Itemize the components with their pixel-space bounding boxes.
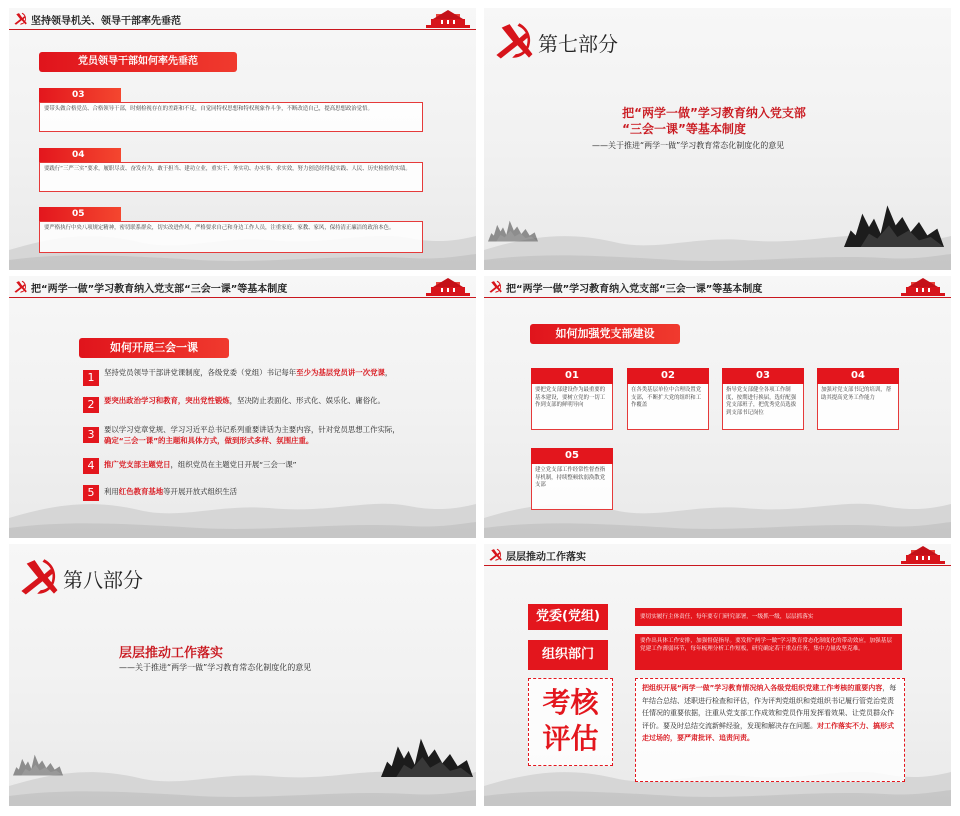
section-title: 第八部分 xyxy=(63,568,143,592)
tiananmen-icon xyxy=(426,8,470,28)
card-number: 01 xyxy=(531,368,613,384)
party-emblem-icon xyxy=(492,18,536,62)
slide-thumbnail-1[interactable] xyxy=(9,8,476,270)
list-item: 推广党支部主题党日，组织党员在主题党日开展“三会一课” xyxy=(104,460,297,469)
slide-heading-line1: 把“两学一做”学习教育纳入党支部 xyxy=(622,106,806,120)
role-label: 组织部门 xyxy=(528,640,608,670)
card xyxy=(722,368,804,430)
card-text: 指导党支部健全各项工作制度，按期进行换届，选好配强党支部班子，把优秀党员选拔到支部书记岗位 xyxy=(722,384,804,430)
card-number: 05 xyxy=(531,448,613,464)
section-pill: 如何加强党支部建设 xyxy=(530,324,680,344)
item-number: 1 xyxy=(83,370,99,386)
role-text: 要切实履行主体责任，每年要专门研究部署，一级抓一级，层层抓落实 xyxy=(635,608,902,626)
list-item: 坚持党员领导干部讲党课制度，各级党委（党组）书记每年至少为基层党员讲一次党课， xyxy=(104,368,393,377)
tiananmen-icon xyxy=(901,276,945,296)
section-pill: 如何开展三会一课 xyxy=(79,338,229,358)
card-text: 在各类基层单位中合理设置党支部，不断扩大党的组织和工作覆盖 xyxy=(627,384,709,430)
card-text: 加强对党支部书记的培训，帮助其提高党务工作能力 xyxy=(817,384,899,430)
card-number: 02 xyxy=(627,368,709,384)
item-number: 3 xyxy=(83,427,99,443)
item-number: 5 xyxy=(83,485,99,501)
item-number: 4 xyxy=(83,458,99,474)
party-emblem-icon xyxy=(488,547,503,562)
slide-thumbnail-4[interactable] xyxy=(484,276,951,538)
tiananmen-icon xyxy=(426,276,470,296)
slide-title: 层层推动工作落实 xyxy=(506,552,586,563)
card-number: 04 xyxy=(817,368,899,384)
card xyxy=(817,368,899,430)
slide-header xyxy=(484,544,951,566)
party-emblem-icon xyxy=(13,11,28,26)
card-text: 要把党支部建设作为最重要的基本建设，要树立党的一切工作到支部的鲜明导向 xyxy=(531,384,613,430)
party-emblem-icon xyxy=(488,279,503,294)
party-emblem-icon xyxy=(13,279,28,294)
item-text: 要带头做合格党员、合格领导干部，时刻检视存在的差距和不足，自觉同特权思想和特权现象作斗争，不断改造自己，提高思想政治觉悟。 xyxy=(39,102,423,132)
ink-mountains-faint xyxy=(13,748,63,778)
slide-header xyxy=(9,8,476,30)
slide-thumbnail-2[interactable] xyxy=(484,8,951,270)
card xyxy=(627,368,709,430)
item-number: 2 xyxy=(83,397,99,413)
list-item: 要以学习党章党规、学习习近平总书记系列重要讲话为主要内容，针对党员思想工作实际，确定“三会一课”的主题和具体方式，做到形式多样、氛围庄重。 xyxy=(104,425,400,445)
slide-heading: 层层推动工作落实 xyxy=(119,646,224,661)
role-text: 要作出具体工作安排，加强督促指导。要发挥“两学一做”学习教育常态化制度化的带动效应，加强基层党建工作薄弱环节，每年梳理分析工作短板，研究确定若干重点任务，集中力量攻坚克难。 xyxy=(635,634,902,670)
item-number: 03 xyxy=(39,88,121,102)
item-number: 04 xyxy=(39,148,121,162)
slide-title: 把“两学一做”学习教育纳入党支部“三会一课”等基本制度 xyxy=(31,284,288,295)
card xyxy=(531,448,613,510)
list-item: 利用红色教育基地等开展开放式组织生活 xyxy=(104,487,238,496)
card-number: 03 xyxy=(722,368,804,384)
slide-heading-line2: “三会一课”等基本制度 xyxy=(622,122,746,136)
item-text: 要严格执行中央八项规定精神，密切联系群众，切实改进作风，严格要求自己和身边工作人员，注重家庭、家教、家风，保持清正廉洁的政治本色。 xyxy=(39,221,423,253)
card-text: 建立党支部工作经常性督查指导机制，持续整顿软弱涣散党支部 xyxy=(531,464,613,510)
ink-mountains xyxy=(844,192,944,252)
tiananmen-icon xyxy=(901,544,945,564)
card xyxy=(531,368,613,430)
slide-title: 坚持领导机关、领导干部率先垂范 xyxy=(31,16,181,27)
slide-thumbnail-6[interactable] xyxy=(484,544,951,806)
slide-header xyxy=(9,276,476,298)
section-title: 第七部分 xyxy=(538,32,618,56)
section-pill: 党员领导干部如何率先垂范 xyxy=(39,52,237,72)
role-label: 党委(党组) xyxy=(528,604,608,630)
ink-mountains-faint xyxy=(488,214,538,244)
slide-header xyxy=(484,276,951,298)
slide-subtitle: ——关于推进“两学一做”学习教育常态化制度化的意见 xyxy=(592,141,785,150)
slide-thumbnail-5[interactable] xyxy=(9,544,476,806)
item-number: 05 xyxy=(39,207,121,221)
slide-thumbnail-3[interactable] xyxy=(9,276,476,538)
party-emblem-icon xyxy=(17,554,61,598)
item-text: 要践行“三严三实”要求，履职尽责、奋发有为，敢于担当、建功立业，重实干、务实功、办实事、求实效，努力创造经得起实践、人民、历史检验的实绩。 xyxy=(39,162,423,192)
ink-mountains xyxy=(381,724,473,784)
role-label-large: 考核 评估 xyxy=(528,678,613,766)
slide-subtitle: ——关于推进“两学一做”学习教育常态化制度化的意见 xyxy=(119,663,312,672)
role-text-detail: 把组织开展“两学一做”学习教育情况纳入各级党组织党建工作考核的重要内容，每年结合总结、述职进行检查和评估，作为评判党组织和党组织书记履行管党治党责任情况的重要依据，注重从党支部工作成效和党员作用发挥看效果、让党员群众作评价。要及时总结交流新鲜经验，发现和解决存在问题。对工作落实不力、搞形式走过场的，要严肃批评、追责问责。 xyxy=(635,678,905,782)
list-item: 要突出政治学习和教育，突出党性锻炼，坚决防止表面化、形式化、娱乐化、庸俗化。 xyxy=(104,396,385,405)
slide-title: 把“两学一做”学习教育纳入党支部“三会一课”等基本制度 xyxy=(506,284,763,295)
